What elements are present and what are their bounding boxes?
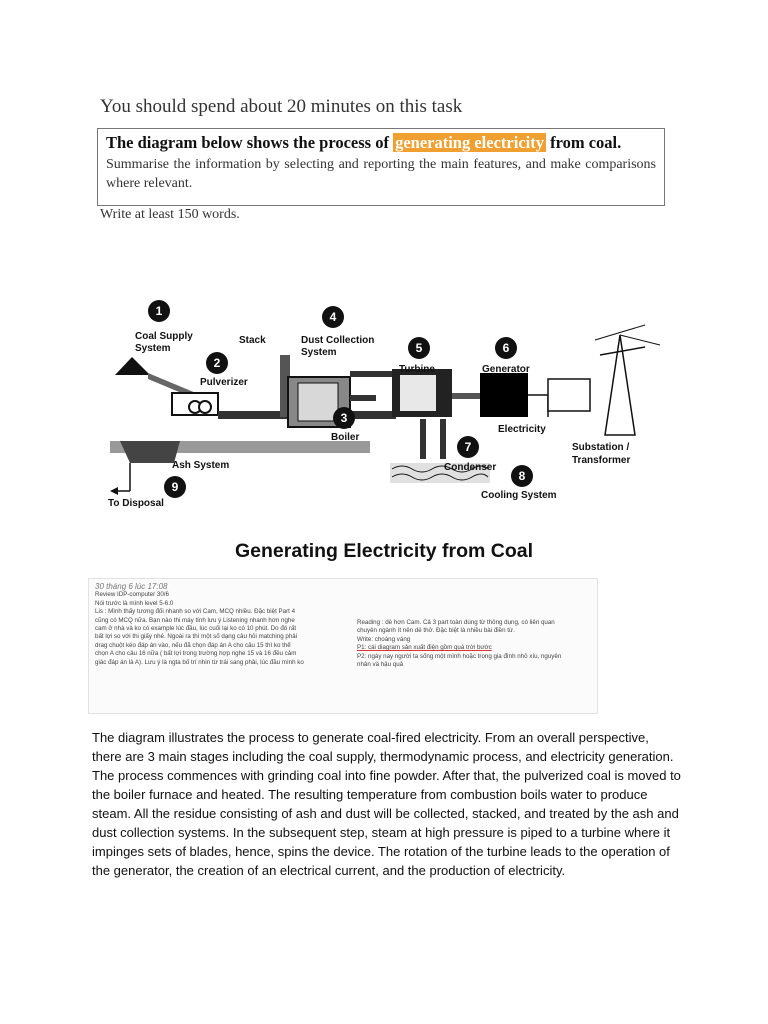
step-6-number: 6	[502, 341, 510, 355]
note-line: Nói trước là mình level 5-6.0	[95, 599, 174, 607]
label-substation: Substation /	[572, 442, 630, 453]
note-line: cũng có MCQ nữa. Bạn nào thi máy tính lưu ý Listening nhanh hơn nghe	[95, 616, 295, 624]
task-title-end: from coal.	[545, 133, 622, 152]
word-limit: Write at least 150 words.	[100, 207, 240, 222]
label-ash-system: Ash System	[172, 460, 230, 471]
note-line: chuyên ngành ít nên dễ thở. Đặc biệt là nhiều bài điền từ.	[357, 627, 515, 635]
step-7-number: 7	[464, 440, 472, 454]
label-dust-collection: Dust Collection	[301, 335, 375, 346]
step-2-number: 2	[213, 356, 221, 370]
essay-paragraph-2: The process commences with grinding coal into fine powder. After that, the pulverized coal is moved to the boiler furnace and heated. The resulting temperature from combustion boils water to produce steam. All the residue consisting of ash and dust will be collected, stacked, and treated by the ash and dust collection systems. In the subsequent step, steam at high pressure is piped to a turbine where it impinges sets of blades, hence, spins the device. The rotation of the turbine leads to the operation of the generator, the creation of an electrical current, and the production of electricity.	[92, 768, 681, 878]
label-boiler: Boiler	[331, 432, 360, 443]
note-line: Write: choáng váng	[357, 635, 411, 643]
shaft-icon	[452, 393, 482, 399]
label-condenser: Condenser	[444, 462, 497, 473]
review-notes-right	[357, 619, 589, 669]
note-line: Lis : Mình thấy tương đối nhanh so với Cam, MCQ nhiều. Đặc biệt Part 4	[95, 608, 296, 616]
step-8-number: 8	[518, 469, 526, 483]
note-line: nhân và hậu quả	[357, 661, 404, 669]
power-plant-diagram	[100, 295, 680, 515]
coal-pile-icon	[115, 357, 150, 375]
note-line: chọn A cho câu 16 nữa ( bất lợi trong trường hợp nghe 15 và 16 đều cảm	[95, 650, 297, 658]
note-line: drag chuột kéo đáp án vào, nếu đã chọn đáp án A cho câu 15 thì ko thể	[95, 641, 291, 649]
steam-pipe	[350, 395, 376, 401]
label-turbine: Turbine	[399, 364, 435, 375]
task-title-start: The diagram below shows the process of	[106, 133, 394, 152]
essay-paragraph-1: The diagram illustrates the process to generate coal-fired electricity. From an overall perspective, there are 3 main stages including the coal supply, thermodynamic process, and electricity generation.	[92, 730, 674, 764]
step-1-number: 1	[155, 304, 163, 318]
note-line: giác đáp án là A). Lưu ý là ngta bố trí nhìn từ trái sang phải, lúc đầu mình ko	[95, 658, 304, 666]
step-5-number: 5	[415, 341, 423, 355]
review-notes-left	[95, 583, 349, 667]
pulverizer-wheel-icon	[199, 401, 211, 413]
label-pulverizer: Pulverizer	[200, 377, 248, 388]
label-transformer: Transformer	[572, 455, 631, 466]
label-generator: Generator	[482, 364, 530, 375]
step-9-number: 9	[171, 480, 179, 494]
note-line: bất lợi so với thi giấy nhé. Ngoài ra thì một số dạng câu hỏi matching phải	[95, 633, 298, 641]
generator-icon	[480, 373, 528, 417]
ash-hopper-icon	[120, 441, 180, 463]
step-3-number: 3	[340, 411, 348, 425]
label-dust-collection-system: System	[301, 347, 337, 358]
essay-text	[92, 728, 682, 880]
task-description: Summarise the information by selecting and reporting the main features, and make comparisons where relevant.	[106, 157, 656, 191]
task-box	[97, 128, 665, 206]
review-notes-image	[88, 578, 598, 714]
condenser-pipe	[420, 419, 426, 459]
step-4-number: 4	[329, 310, 337, 324]
note-line: Reading : dễ hơn Cam. Cả 3 part toàn dùng từ thông dụng, có liên quan	[357, 619, 555, 626]
task-title-highlight: generating electricity	[395, 133, 544, 152]
turbine-blades-icon	[400, 375, 436, 411]
note-line: P2: ngày nay người ta sống một mình hoặc trong gia đình nhỏ xíu, nguyên	[357, 652, 562, 660]
label-to-disposal: To Disposal	[108, 498, 164, 509]
task-title	[106, 133, 656, 153]
task-instruction: You should spend about 20 minutes on this task	[100, 96, 463, 117]
note-line: Review IDP-computer 30/6	[95, 591, 169, 599]
notes-timestamp: 30 tháng 6 lúc 17:08	[95, 583, 168, 591]
note-line-underlined: P1: cái diagram sản xuất điện gồm quá trời bước	[357, 644, 492, 652]
substation-icon	[548, 379, 590, 411]
note-line: cam ở nhà và ko có example lúc đầu, lúc cuối lại ko có 10 phút. Do đó rất	[95, 625, 297, 633]
label-coal-supply: Coal Supply	[135, 331, 193, 342]
label-cooling-system: Cooling System	[481, 490, 557, 501]
condenser-pipe	[440, 419, 446, 459]
label-coal-supply-system: System	[135, 343, 171, 354]
boiler-icon	[298, 383, 338, 421]
diagram-title: Generating Electricity from Coal	[235, 540, 533, 562]
label-stack: Stack	[239, 335, 266, 346]
label-electricity: Electricity	[498, 424, 546, 435]
power-line	[620, 335, 660, 345]
disposal-arrow-icon	[110, 487, 118, 495]
